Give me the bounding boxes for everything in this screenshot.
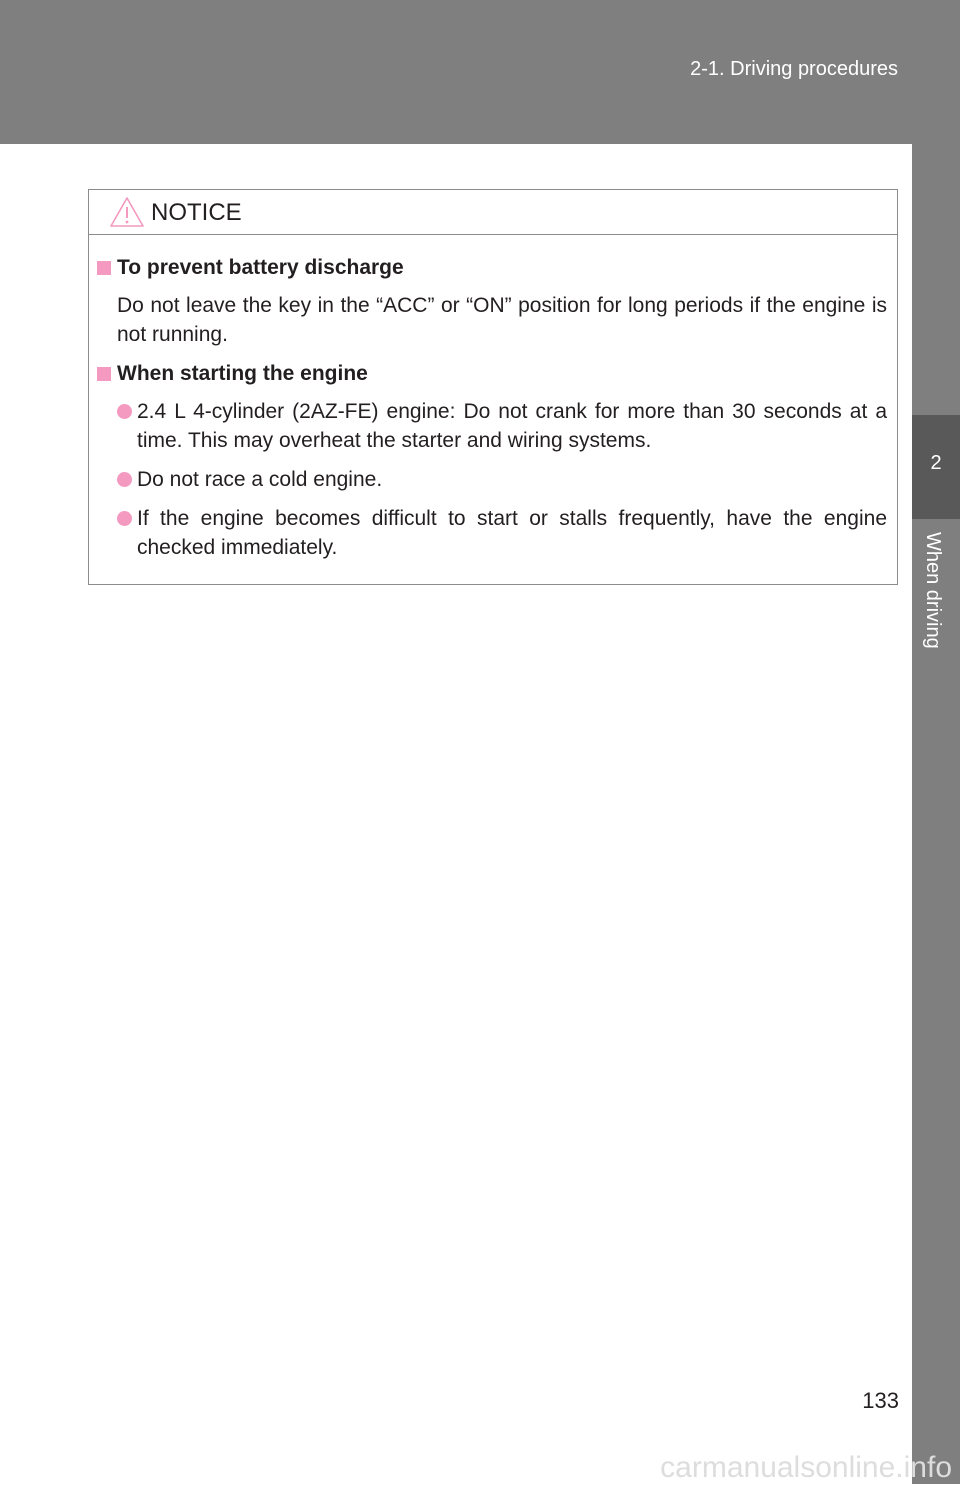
section-heading	[97, 253, 887, 283]
paragraph: Do not leave the key in the “ACC” or “ON” position for long periods if the engine is not running.	[117, 294, 887, 346]
list-item-text: 2.4 L 4-cylinder (2AZ-FE) engine: Do not crank for more than 30 seconds at a time. This may overheat the starter and wiring systems.	[137, 400, 887, 452]
notice-title: NOTICE	[151, 199, 242, 226]
notice-body	[89, 235, 897, 562]
round-bullet-icon	[117, 511, 132, 526]
heading-text: To prevent battery discharge	[117, 256, 404, 279]
page-number: 133	[862, 1388, 899, 1413]
page-header	[0, 0, 960, 144]
list-item	[97, 397, 887, 455]
list-item	[97, 465, 887, 494]
watermark: carmanualsonline.info	[660, 1451, 952, 1484]
list-item-text: Do not race a cold engine.	[137, 468, 383, 491]
section-title: 2-1. Driving procedures	[690, 58, 898, 80]
chapter-label: When driving	[922, 532, 944, 649]
chapter-number: 2	[930, 452, 942, 474]
notice-box	[88, 189, 898, 585]
square-bullet-icon	[97, 367, 111, 381]
list-item-text: If the engine becomes difficult to start or stalls frequently, have the engine checked immediately.	[137, 507, 887, 559]
chapter-number-tab	[912, 415, 960, 519]
section-heading	[97, 359, 887, 389]
heading-text: When starting the engine	[117, 362, 368, 385]
warning-triangle-icon	[109, 196, 145, 228]
notice-header	[89, 190, 897, 235]
list-item	[97, 504, 887, 562]
round-bullet-icon	[117, 404, 132, 419]
chapter-side-tab	[912, 144, 960, 1484]
round-bullet-icon	[117, 472, 132, 487]
square-bullet-icon	[97, 261, 111, 275]
